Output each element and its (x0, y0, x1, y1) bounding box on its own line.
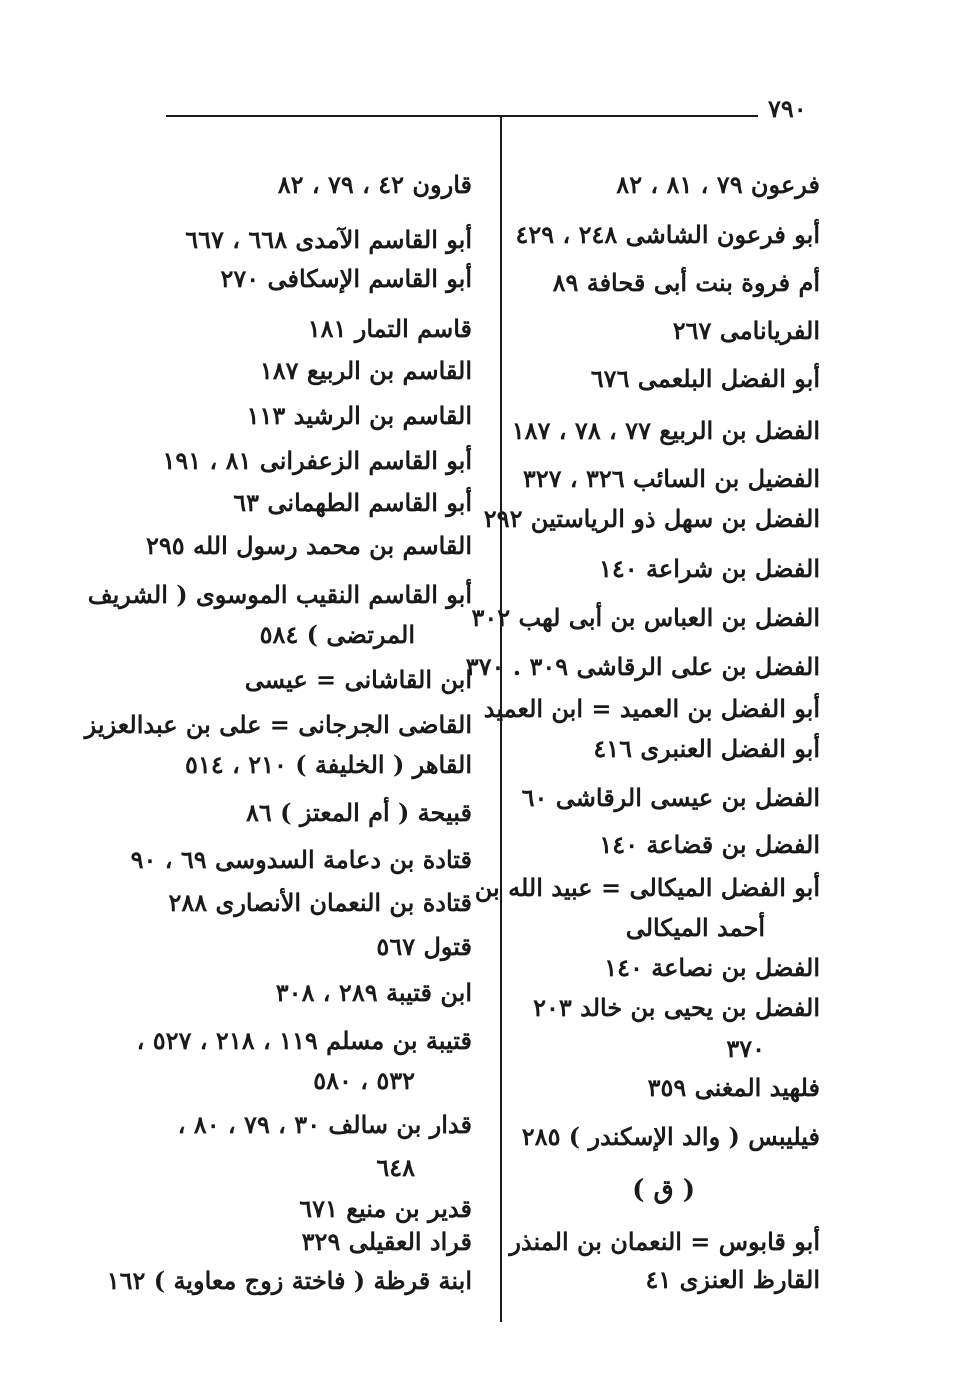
index-entry: القارظ العنزى ٤١ (645, 1265, 820, 1294)
index-entry: القاسم بن محمد رسول الله ٢٩٥ (145, 531, 472, 560)
index-entry: قبيحة ( أم المعتز ) ٨٦ (245, 798, 472, 827)
index-entry: القاسم بن الرشيد ١١٣ (246, 401, 472, 430)
index-entry: أبو الفضل بن العميد = ابن العميد (483, 694, 820, 723)
index-entry: فرعون ٧٩ ، ٨١ ، ٨٢ (616, 170, 820, 199)
index-entry: أبو الفضل العنبرى ٤١٦ (593, 734, 820, 763)
index-entry: أم فروة بنت أبى قحافة ٨٩ (552, 268, 820, 297)
index-entry: أبو قابوس = النعمان بن المنذر (509, 1227, 820, 1256)
index-entry: ٥٣٢ ، ٥٨٠ (313, 1066, 415, 1095)
index-entry: أبو القاسم الآمدى ٦٦٨ ، ٦٦٧ (185, 225, 472, 254)
index-entry: الفضل بن قضاعة ١٤٠ (599, 830, 820, 859)
index-entry: ابن قتيبة ٢٨٩ ، ٣٠٨ (275, 978, 472, 1007)
index-entry: الفضل بن نصاعة ١٤٠ (604, 953, 820, 982)
index-entry: القاضى الجرجانى = على بن عبدالعزيز (84, 710, 472, 739)
page-number: ٧٩٠ (768, 94, 807, 123)
index-entry: أبو القاسم النقيب الموسوى ( الشريف (87, 580, 472, 609)
header-rule (166, 115, 758, 117)
index-entry: قاسم التمار ١٨١ (307, 314, 472, 343)
index-entry: قتيبة بن مسلم ١١٩ ، ٢١٨ ، ٥٢٧ ، (136, 1026, 472, 1055)
index-entry: ٣٧٠ (726, 1034, 765, 1063)
index-entry: أبو فرعون الشاشى ٢٤٨ ، ٤٢٩ (515, 220, 820, 249)
index-entry: ٦٤٨ (376, 1153, 415, 1182)
index-entry: ابن القاشانى = عيسى (244, 665, 472, 694)
index-entry: قتادة بن النعمان الأنصارى ٢٨٨ (168, 888, 472, 917)
index-entry: قارون ٤٢ ، ٧٩ ، ٨٢ (277, 170, 472, 199)
index-entry: الفضل بن العباس بن أبى لهب ٣٠٢ (471, 603, 820, 632)
index-entry: أحمد الميكالى (625, 913, 765, 942)
index-entry: القاهر ( الخليفة ) ٢١٠ ، ٥١٤ (185, 750, 472, 779)
index-entry: الفضيل بن السائب ٣٢٦ ، ٣٢٧ (522, 464, 820, 493)
index-entry: القاسم بن الربيع ١٨٧ (259, 356, 472, 385)
section-heading: ( ق ) (632, 1175, 695, 1205)
index-entry: الفضل بن عيسى الرقاشى ٦٠ (521, 783, 820, 812)
index-entry: المرتضى ) ٥٨٤ (259, 620, 415, 649)
index-entry: فلهيد المغنى ٣٥٩ (647, 1073, 820, 1102)
index-entry: أبو الفضل البلعمى ٦٧٦ (590, 364, 820, 393)
index-entry: أبو القاسم الإسكافى ٢٧٠ (220, 264, 472, 293)
index-entry: الفريانامى ٢٦٧ (672, 316, 820, 345)
index-entry: قدير بن منيع ٦٧١ (299, 1194, 472, 1223)
index-entry: قدار بن سالف ٣٠ ، ٧٩ ، ٨٠ ، (177, 1110, 472, 1139)
index-entry: أبو الفضل الميكالى = عبيد الله بن (474, 873, 820, 902)
index-entry: قتول ٥٦٧ (376, 932, 472, 961)
index-entry: ابنة قرظة ( فاختة زوج معاوية ) ١٦٢ (106, 1266, 472, 1295)
index-entry: قراد العقيلى ٣٢٩ (301, 1227, 472, 1256)
index-entry: أبو القاسم الطهمانى ٦٣ (233, 488, 472, 517)
index-entry: الفضل بن سهل ذو الرياستين ٢٩٢ (483, 504, 820, 533)
index-entry: الفضل بن يحيى بن خالد ٢٠٣ (533, 993, 820, 1022)
index-entry: الفضل بن الربيع ٧٧ ، ٧٨ ، ١٨٧ (511, 416, 820, 445)
index-entry: أبو القاسم الزعفرانى ٨١ ، ١٩١ (162, 446, 472, 475)
index-entry: فيليبس ( والد الإسكندر ) ٢٨٥ (521, 1122, 820, 1151)
index-entry: الفضل بن شراعة ١٤٠ (598, 554, 820, 583)
index-entry: الفضل بن على الرقاشى ٣٠٩ . ٣٧٠ (465, 652, 820, 681)
index-entry: قتادة بن دعامة السدوسى ٦٩ ، ٩٠ (130, 845, 472, 874)
